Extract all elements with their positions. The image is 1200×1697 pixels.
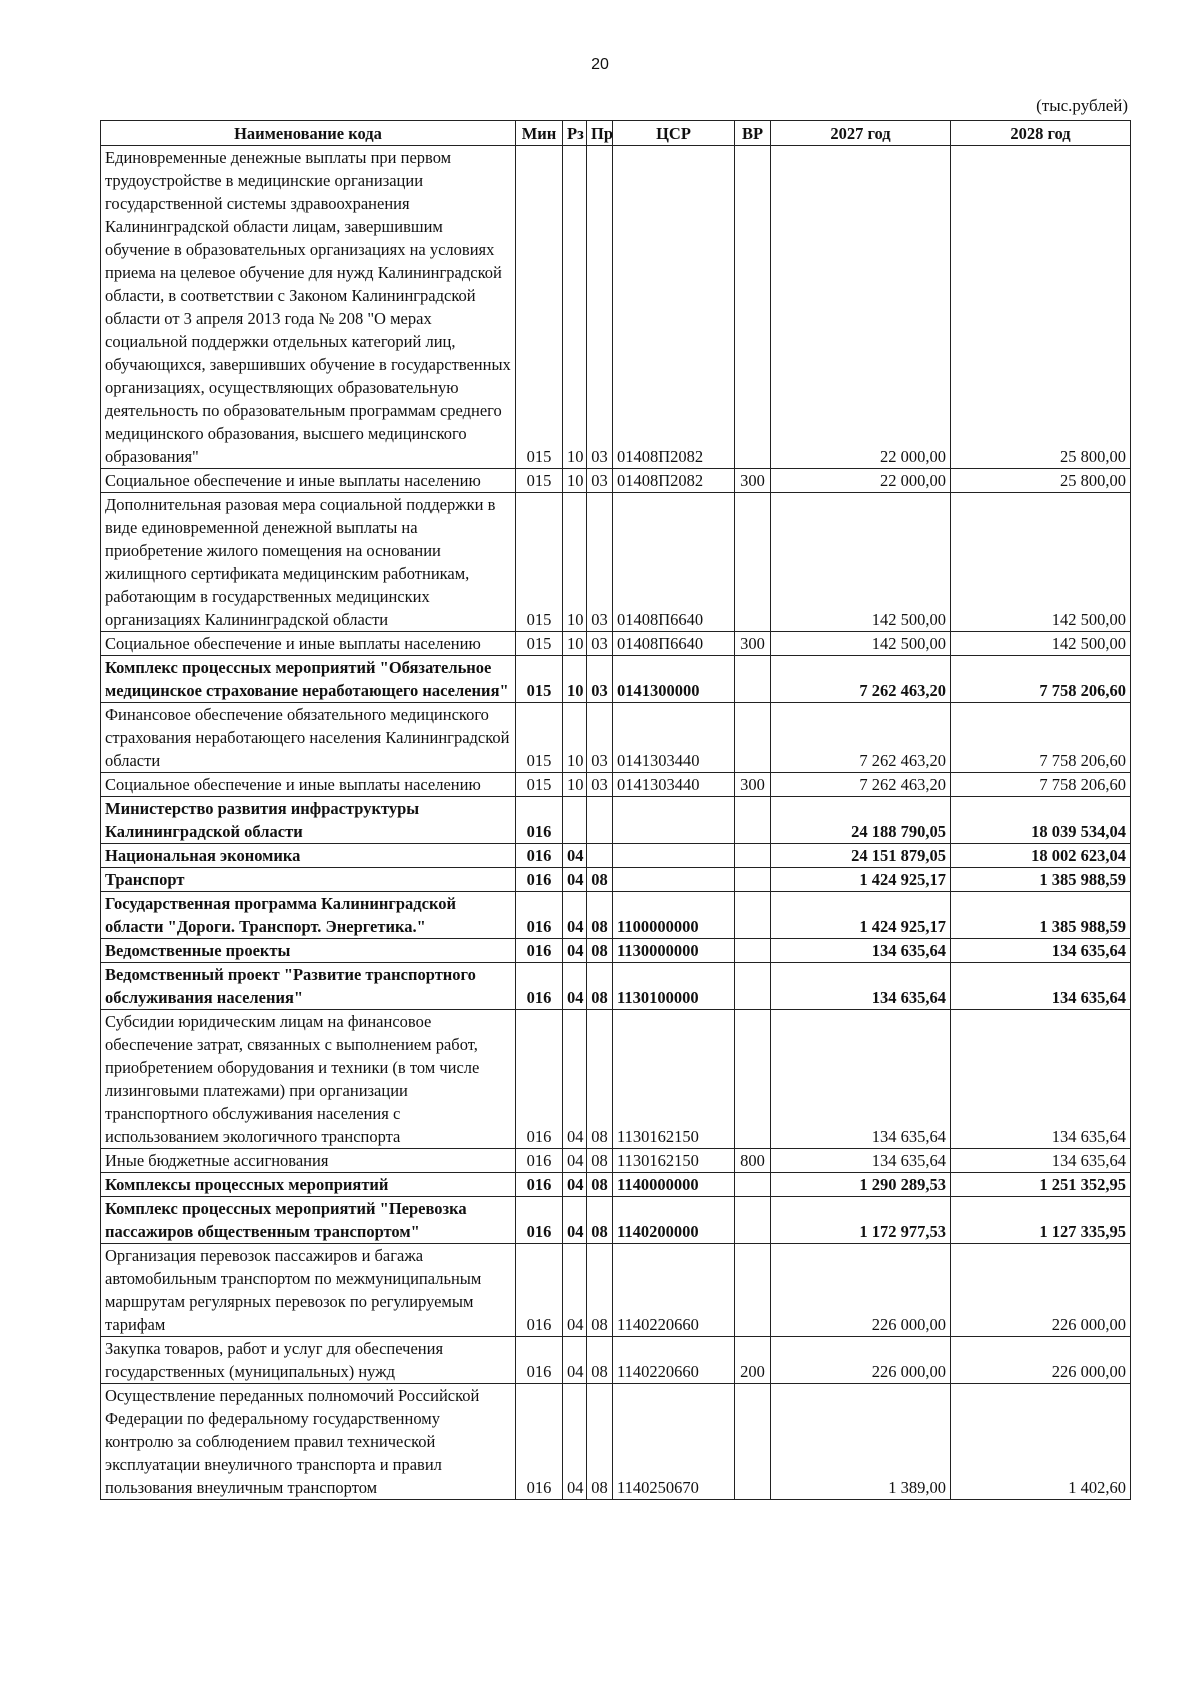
row-name-cell: Дополнительная разовая мера социальной поддержки в виде единовременной денежной выплаты на приобретение жилого помещения на основании жилищного сертификата медицинским работникам, работающим в государственных медицинских организациях Калининградской области — [101, 493, 516, 632]
row-rz-cell: 04 — [563, 1197, 587, 1244]
row-vr-cell: 300 — [735, 773, 771, 797]
row-csr-cell: 1140220660 — [613, 1337, 735, 1384]
row-2027-cell: 134 635,64 — [771, 1149, 951, 1173]
row-pr-cell: 03 — [587, 656, 613, 703]
row-name-cell: Комплексы процессных мероприятий — [101, 1173, 516, 1197]
row-min-cell: 016 — [516, 1149, 563, 1173]
row-csr-cell: 01408П2082 — [613, 146, 735, 469]
row-pr-cell: 03 — [587, 703, 613, 773]
row-2027-cell: 142 500,00 — [771, 632, 951, 656]
row-vr-cell — [735, 1197, 771, 1244]
row-2028-cell: 134 635,64 — [951, 1010, 1131, 1149]
row-csr-cell — [613, 868, 735, 892]
row-pr-cell: 03 — [587, 493, 613, 632]
row-pr-cell: 08 — [587, 1010, 613, 1149]
row-2028-cell: 18 039 534,04 — [951, 797, 1131, 844]
row-vr-cell — [735, 797, 771, 844]
row-name-cell: Финансовое обеспечение обязательного медицинского страхования неработающего населения Калининградской области — [101, 703, 516, 773]
row-2028-cell: 25 800,00 — [951, 146, 1131, 469]
row-2028-cell: 7 758 206,60 — [951, 656, 1131, 703]
row-csr-cell: 01408П6640 — [613, 493, 735, 632]
row-pr-cell — [587, 797, 613, 844]
row-2027-cell: 134 635,64 — [771, 963, 951, 1010]
header-name: Наименование кода — [101, 121, 516, 146]
row-csr-cell: 1140200000 — [613, 1197, 735, 1244]
table-row — [101, 1337, 1131, 1384]
row-2028-cell: 1 402,60 — [951, 1384, 1131, 1500]
row-name-cell: Закупка товаров, работ и услуг для обеспечения государственных (муниципальных) нужд — [101, 1337, 516, 1384]
table-row — [101, 493, 1131, 632]
page-number: 20 — [591, 56, 609, 73]
row-rz-cell: 10 — [563, 773, 587, 797]
row-2027-cell: 7 262 463,20 — [771, 703, 951, 773]
row-pr-cell: 03 — [587, 469, 613, 493]
row-vr-cell: 300 — [735, 632, 771, 656]
row-2027-cell: 22 000,00 — [771, 146, 951, 469]
header-rz: Рз — [563, 121, 587, 146]
row-name-cell: Комплекс процессных мероприятий "Перевозка пассажиров общественным транспортом" — [101, 1197, 516, 1244]
row-2027-cell: 7 262 463,20 — [771, 773, 951, 797]
row-rz-cell: 04 — [563, 1149, 587, 1173]
row-2028-cell: 7 758 206,60 — [951, 703, 1131, 773]
table-row — [101, 892, 1131, 939]
header-csr: ЦСР — [613, 121, 735, 146]
row-name-cell: Министерство развития инфраструктуры Калининградской области — [101, 797, 516, 844]
row-2028-cell: 1 127 335,95 — [951, 1197, 1131, 1244]
row-pr-cell: 08 — [587, 939, 613, 963]
row-min-cell: 015 — [516, 703, 563, 773]
row-2028-cell: 25 800,00 — [951, 469, 1131, 493]
unit-label: (тыс.рублей) — [1036, 96, 1128, 115]
budget-table — [100, 120, 1131, 1500]
row-rz-cell: 04 — [563, 868, 587, 892]
row-rz-cell: 04 — [563, 844, 587, 868]
row-vr-cell — [735, 146, 771, 469]
row-name-cell: Государственная программа Калининградской области "Дороги. Транспорт. Энергетика." — [101, 892, 516, 939]
row-min-cell: 015 — [516, 773, 563, 797]
row-min-cell: 016 — [516, 1197, 563, 1244]
row-min-cell: 015 — [516, 493, 563, 632]
row-min-cell: 015 — [516, 656, 563, 703]
row-pr-cell: 08 — [587, 1244, 613, 1337]
header-2027: 2027 год — [771, 121, 951, 146]
row-min-cell: 016 — [516, 963, 563, 1010]
row-csr-cell: 0141300000 — [613, 656, 735, 703]
row-min-cell: 016 — [516, 1384, 563, 1500]
row-pr-cell: 08 — [587, 1173, 613, 1197]
row-csr-cell: 0141303440 — [613, 773, 735, 797]
row-2027-cell: 226 000,00 — [771, 1337, 951, 1384]
row-min-cell: 016 — [516, 892, 563, 939]
row-name-cell: Социальное обеспечение и иные выплаты населению — [101, 632, 516, 656]
row-vr-cell — [735, 703, 771, 773]
header-vr: ВР — [735, 121, 771, 146]
row-min-cell: 016 — [516, 1244, 563, 1337]
row-vr-cell — [735, 963, 771, 1010]
row-csr-cell: 1140220660 — [613, 1244, 735, 1337]
row-name-cell: Транспорт — [101, 868, 516, 892]
row-csr-cell: 01408П2082 — [613, 469, 735, 493]
row-rz-cell: 10 — [563, 146, 587, 469]
row-csr-cell — [613, 797, 735, 844]
table-row — [101, 1173, 1131, 1197]
row-2028-cell: 134 635,64 — [951, 1149, 1131, 1173]
row-csr-cell: 1130000000 — [613, 939, 735, 963]
header-row — [101, 121, 1131, 146]
row-pr-cell: 08 — [587, 1149, 613, 1173]
row-rz-cell: 04 — [563, 892, 587, 939]
row-2027-cell: 24 151 879,05 — [771, 844, 951, 868]
row-vr-cell — [735, 844, 771, 868]
row-vr-cell: 800 — [735, 1149, 771, 1173]
row-2027-cell: 22 000,00 — [771, 469, 951, 493]
row-rz-cell: 04 — [563, 1244, 587, 1337]
row-rz-cell: 10 — [563, 703, 587, 773]
table-row — [101, 469, 1131, 493]
row-vr-cell — [735, 892, 771, 939]
row-2028-cell: 142 500,00 — [951, 493, 1131, 632]
row-pr-cell — [587, 844, 613, 868]
row-name-cell: Субсидии юридическим лицам на финансовое обеспечение затрат, связанных с выполнением работ, приобретением оборудования и техники (в том числе лизинговыми платежами) при организации транспортного обслуживания населения с использованием экологичного транспорта — [101, 1010, 516, 1149]
row-2027-cell: 134 635,64 — [771, 939, 951, 963]
row-pr-cell: 08 — [587, 1384, 613, 1500]
row-csr-cell: 1140250670 — [613, 1384, 735, 1500]
row-csr-cell: 1130162150 — [613, 1149, 735, 1173]
table-row — [101, 632, 1131, 656]
row-2028-cell: 1 251 352,95 — [951, 1173, 1131, 1197]
row-rz-cell: 04 — [563, 1384, 587, 1500]
row-2027-cell: 1 172 977,53 — [771, 1197, 951, 1244]
row-name-cell: Осуществление переданных полномочий Российской Федерации по федеральному государственному контролю за соблюдением правил технической эксплуатации внеуличного транспорта и правил пользования внеуличным транспортом — [101, 1384, 516, 1500]
table-row — [101, 963, 1131, 1010]
row-vr-cell — [735, 656, 771, 703]
row-rz-cell: 04 — [563, 963, 587, 1010]
table-row — [101, 1010, 1131, 1149]
row-rz-cell: 10 — [563, 493, 587, 632]
table-body — [101, 146, 1131, 1500]
row-2028-cell: 1 385 988,59 — [951, 892, 1131, 939]
row-name-cell: Иные бюджетные ассигнования — [101, 1149, 516, 1173]
row-pr-cell: 03 — [587, 146, 613, 469]
table-row — [101, 797, 1131, 844]
table-header — [101, 121, 1131, 146]
row-vr-cell — [735, 1010, 771, 1149]
row-name-cell: Социальное обеспечение и иные выплаты населению — [101, 773, 516, 797]
row-rz-cell: 04 — [563, 1173, 587, 1197]
row-2028-cell: 142 500,00 — [951, 632, 1131, 656]
row-2027-cell: 1 389,00 — [771, 1384, 951, 1500]
row-vr-cell — [735, 1384, 771, 1500]
row-min-cell: 015 — [516, 146, 563, 469]
row-min-cell: 016 — [516, 1173, 563, 1197]
table-row — [101, 868, 1131, 892]
row-min-cell: 016 — [516, 1010, 563, 1149]
row-2027-cell: 1 424 925,17 — [771, 892, 951, 939]
row-2027-cell: 226 000,00 — [771, 1244, 951, 1337]
row-name-cell: Единовременные денежные выплаты при первом трудоустройстве в медицинские организации государственной системы здравоохранения Калининградской области лицам, завершившим обучение в образовательных организациях на условиях приема на целевое обучение для нужд Калининградской области, в соответствии с Законом Калининградской области от 3 апреля 2013 года № 208 "О мерах социальной поддержки отдельных категорий лиц, обучающихся, завершивших обучение в государственных организациях, осуществляющих образовательную деятельность по образовательным программам среднего медицинского образования, высшего медицинского образования" — [101, 146, 516, 469]
row-min-cell: 015 — [516, 632, 563, 656]
row-2027-cell: 7 262 463,20 — [771, 656, 951, 703]
row-2028-cell: 134 635,64 — [951, 963, 1131, 1010]
row-vr-cell — [735, 1244, 771, 1337]
table-row — [101, 939, 1131, 963]
row-min-cell: 016 — [516, 939, 563, 963]
table-row — [101, 1149, 1131, 1173]
row-2028-cell: 18 002 623,04 — [951, 844, 1131, 868]
row-rz-cell: 04 — [563, 1010, 587, 1149]
table-row — [101, 844, 1131, 868]
row-2028-cell: 1 385 988,59 — [951, 868, 1131, 892]
row-pr-cell: 08 — [587, 1197, 613, 1244]
row-min-cell: 016 — [516, 868, 563, 892]
row-csr-cell: 01408П6640 — [613, 632, 735, 656]
row-csr-cell: 0141303440 — [613, 703, 735, 773]
row-pr-cell: 08 — [587, 1337, 613, 1384]
header-2028: 2028 год — [951, 121, 1131, 146]
table-row — [101, 773, 1131, 797]
row-2027-cell: 1 290 289,53 — [771, 1173, 951, 1197]
row-pr-cell: 08 — [587, 892, 613, 939]
row-vr-cell — [735, 868, 771, 892]
row-min-cell: 016 — [516, 797, 563, 844]
table-row — [101, 703, 1131, 773]
row-pr-cell: 08 — [587, 868, 613, 892]
row-rz-cell — [563, 797, 587, 844]
row-name-cell: Ведомственный проект "Развитие транспортного обслуживания населения" — [101, 963, 516, 1010]
row-2028-cell: 7 758 206,60 — [951, 773, 1131, 797]
row-pr-cell: 08 — [587, 963, 613, 1010]
row-2028-cell: 226 000,00 — [951, 1337, 1131, 1384]
row-2028-cell: 134 635,64 — [951, 939, 1131, 963]
row-name-cell: Ведомственные проекты — [101, 939, 516, 963]
row-rz-cell: 04 — [563, 1337, 587, 1384]
row-vr-cell — [735, 939, 771, 963]
row-min-cell: 016 — [516, 1337, 563, 1384]
row-2027-cell: 142 500,00 — [771, 493, 951, 632]
row-min-cell: 015 — [516, 469, 563, 493]
table-row — [101, 146, 1131, 469]
row-2028-cell: 226 000,00 — [951, 1244, 1131, 1337]
row-name-cell: Организация перевозок пассажиров и багажа автомобильным транспортом по межмуниципальным маршрутам регулярных перевозок по регулируемым тарифам — [101, 1244, 516, 1337]
table-row — [101, 1244, 1131, 1337]
header-min: Мин — [516, 121, 563, 146]
row-2027-cell: 1 424 925,17 — [771, 868, 951, 892]
row-rz-cell: 04 — [563, 939, 587, 963]
row-name-cell: Комплекс процессных мероприятий "Обязательное медицинское страхование неработающего населения" — [101, 656, 516, 703]
row-2027-cell: 24 188 790,05 — [771, 797, 951, 844]
table-row — [101, 1197, 1131, 1244]
row-vr-cell — [735, 1173, 771, 1197]
row-csr-cell: 1130162150 — [613, 1010, 735, 1149]
row-pr-cell: 03 — [587, 773, 613, 797]
row-rz-cell: 10 — [563, 656, 587, 703]
row-csr-cell — [613, 844, 735, 868]
row-vr-cell: 300 — [735, 469, 771, 493]
header-pr: Пр — [587, 121, 613, 146]
row-csr-cell: 1100000000 — [613, 892, 735, 939]
row-pr-cell: 03 — [587, 632, 613, 656]
row-name-cell: Национальная экономика — [101, 844, 516, 868]
table-row — [101, 1384, 1131, 1500]
row-rz-cell: 10 — [563, 632, 587, 656]
row-vr-cell — [735, 493, 771, 632]
row-rz-cell: 10 — [563, 469, 587, 493]
row-2027-cell: 134 635,64 — [771, 1010, 951, 1149]
row-csr-cell: 1140000000 — [613, 1173, 735, 1197]
row-csr-cell: 1130100000 — [613, 963, 735, 1010]
row-name-cell: Социальное обеспечение и иные выплаты населению — [101, 469, 516, 493]
row-min-cell: 016 — [516, 844, 563, 868]
table-row — [101, 656, 1131, 703]
row-vr-cell: 200 — [735, 1337, 771, 1384]
